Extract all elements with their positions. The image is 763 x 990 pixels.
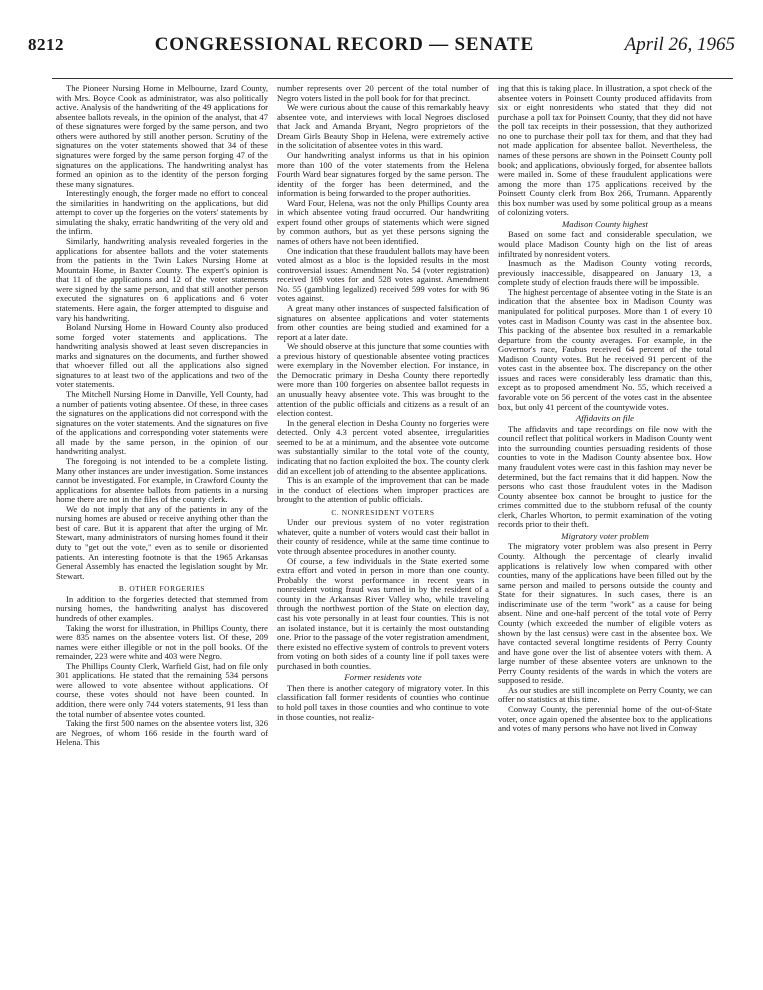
paragraph: The Phillips County Clerk, Warfield Gist, had on file only 301 applications. He stated that the remaining 534 persons were allowed to vote absentee without applications. Of course, these votes should not have been counted. In addition, there were only 744 voters statements, 91 less than the total number of absentee votes counted. xyxy=(56,660,268,719)
paragraph: Interestingly enough, the forger made no effort to conceal the similarities in handwriting on the applications, but did attempt to cover up the forgeries on the voters' statements by simulating the shaky, erratic handwriting of the very old and the infirm. xyxy=(56,188,268,237)
paragraph: We should observe at this juncture that some counties with a previous history of questionable absentee voting practices were exemplary in the November election. For instance, in the Democratic primary in Desha County there reportedly were more than 100 forgeries on absentee ballot requests in an unusually heavy absentee vote. This was brought to the attention of the public officials and citizens as a result of an election contest. xyxy=(277,341,489,419)
paragraph: Under our previous system of no voter registration whatever, quite a number of voters would cast their ballot in their county of residence, while at the same time continue to vote through absentee procedures in another county. xyxy=(277,517,489,556)
paragraph: The migratory voter problem was also present in Perry County. Although the percentage of clearly invalid applications is relatively low when compared with other counties, many of the applications have been filled out by the same person and mailed to persons outside the county and State for their signatures. In such cases, there is an indiscriminate use of the term "work" as a cause for being absent. Nine and one-half percent of the total vote of Perry County (which exceeded the number of eligible voters as shown by the last census) were cast in the absentee box. We have contacted several longtime residents of Perry County and have gone over the list of absentee voters with them. A large number of these absentee voters are unknown to the Perry County residents of the wards in which the voters are supposed to reside. xyxy=(498,541,712,686)
publication-date: April 26, 1965 xyxy=(624,34,735,55)
subheading: Madison County highest xyxy=(561,218,648,229)
paragraph: This is an example of the improvement that can be made in the conduct of elections when improper practices are brought to the attention of public officials. xyxy=(277,475,489,505)
section-heading: B. OTHER FORGERIES xyxy=(118,584,206,594)
paragraph: One indication that these fraudulent ballots may have been voted almost as a bloc is the lopsided results in the most controversial issues: Amendment No. 54 (voter registration) received 169 votes for and 528 votes against. Amendment No. 55 (gambling legalized) received 599 votes for with 96 votes against. xyxy=(277,245,489,304)
paragraph: We do not imply that any of the patients in any of the nursing homes are abused or receive anything other than the best of care. But it is apparent that after the urging of Mr. Stewart, many administrators of nursing homes found it their duty to "get out the vote," even as to senile or disoriented patients. An interesting footnote is that the 1965 Arkansas General Assembly has enacted the legislation sought by Mr. Stewart. xyxy=(56,503,268,581)
paragraph: Similarly, handwriting analysis revealed forgeries in the applications for absentee ballots and the voter statements from the patients in the Twin Lakes Nursing Home at Mountain Home, in Baxter County. The expert's opinion is that 11 of the applications and 12 of the voter statements were signed by the same person, and that still another person executed the signatures on 6 applications and 6 voter statements. Here again, the forger attempted to disguise and vary his handwriting. xyxy=(56,236,268,323)
subheading: Former residents vote xyxy=(344,672,422,683)
paragraph: In addition to the forgeries detected that stemmed from nursing homes, the handwriting analyst has discovered hundreds of other examples. xyxy=(56,593,268,623)
publication-title: CONGRESSIONAL RECORD — SENATE xyxy=(154,34,534,55)
paragraph: In the general election in Desha County no forgeries were detected. Only 4.3 percent voted absentee, irregularities seemed to be at a minimum, and the absentee vote outcome was substantially similar to the total vote of the county, indicating that no faction exploited the box. The county clerk did an excellent job of attending to the absentee applications. xyxy=(277,417,489,476)
paragraph: The affidavits and tape recordings on file now with the council reflect that political workers in Madison County went into the surrounding counties persuading residents of those counties to vote in the Madison County absentee box. How many fraudulent votes were cast in this fashion may never be determined, but the fact remains that it did happen. Now the persons who cast those fraudulent votes in the Madison County absentee box cannot be brought to justice for the crimes committed due to the stubborn refusal of the county clerk, Charles Whorton, to permit examination of the voting records prior to their theft. xyxy=(498,423,712,530)
paragraph: Taking the worst for illustration, in Phillips County, there were 835 names on the absentee voters list. Of these, 209 names were either illegible or not in the poll books. Of the remainder, 223 were white and 403 were Negro. xyxy=(56,622,268,662)
paragraph: The Mitchell Nursing Home in Danville, Yell County, had a number of patients voting absentee. Of these, in three cases the signatures on the applications did not correspond with the signatures on the voter statements. And the signatures on five of the applications and corresponding voter statements were all made by the same person, in the opinion of our handwriting analyst. xyxy=(56,389,268,457)
paragraph: Inasmuch as the Madison County voting records, previously inaccessible, disappeared on January 13, a complete study of election frauds there will be impossible. xyxy=(498,258,712,288)
paragraph: We were curious about the cause of this remarkably heavy absentee vote, and interviews with local Negroes disclosed that Jack and Amanda Bryant, Negro proprietors of the Dream Girls Beauty Shop in Helena, were extremely active in the solicitation of absentee votes in this ward. xyxy=(277,102,489,151)
paragraph: number represents over 20 percent of the total number of Negro voters listed in the poll book for for that precinct. xyxy=(277,84,489,103)
paragraph: The Pioneer Nursing Home in Melbourne, Izard County, with Mrs. Boyce Cook as administrator, was also politically active. Analysis of the handwriting of the 49 applications for absentee ballots reveals, in the opinion of the analyst, that 47 of these signatures were forged by the same person, and two others were authored by still another person. Scrutiny of the signatures on the voter statements showed that 34 of these signatures were forged by the same person forging 47 of the signatures on the applications. The handwriting analyst has formed an opinion as to the identity of the person forging these many signatures. xyxy=(56,84,268,189)
page-header xyxy=(28,6,735,84)
paragraph: Based on some fact and considerable speculation, we would place Madison County high on the list of areas infiltrated by nonresident voters. xyxy=(498,229,712,259)
paragraph: Taking the first 500 names on the absentee voters list, 326 are Negroes, of whom 166 reside in the fourth ward of Helena. This xyxy=(56,718,268,748)
subheading: Affidavits on file xyxy=(575,413,635,424)
paragraph: Then there is another category of migratory voter. In this classification fall former residents of counties who continue to hold poll taxes in those counties and who continue to vote in those counties, not realiz- xyxy=(277,682,489,722)
paragraph: Of course, a few individuals in the State exerted some extra effort and voted in person in more than one county. Probably the worst performance in recent years in nonresident voting fraud was turned in by the resident of a county in the Arkansas River Valley who, while traveling through the northwest portion of the State on election day, cast his vote personally in at least four counties. This is not an isolated instance, but it is certainly the most outstanding one. Prior to the passage of the voter registration amendment, there existed no effective system of controls to prevent voters from voting on both sides of a county line if poll taxes were purchased in both counties. xyxy=(277,555,489,671)
paragraph: A great many other instances of suspected falsification of signatures on absentee applications and voter statements from other counties are being studied and examined for a report at a later date. xyxy=(277,302,489,342)
header-rule xyxy=(52,78,733,79)
section-heading: C. NONRESIDENT VOTERS xyxy=(331,507,435,517)
paragraph: The highest percentage of absentee voting in the State is an indication that the absentee box in Madison County was manipulated for political purposes. More than 1 of every 10 votes cast in Madison County was cast in the absentee box. This packing of the absentee box resulted in a remarkable departure from the county averages. For example, in the Governor's race, Faubus received 64 percent of the total Madison County votes. But he received 91 percent of the votes cast in the absentee box. The discrepancy on the other issues and races were considerably less dramatic than this, except as to proposed amendment No. 55, which received a favorable vote on 56 percent of the votes cast in the absentee box, but only 41 percent of the countywide votes. xyxy=(498,286,712,412)
paragraph: ing that this is taking place. In illustration, a spot check of the absentee voters in Poinsett County produced affidavits from six or eight nonresidents who stated that they did not purchase a poll tax for Poinsett County, that they did not have the poll tax receipts in their possession, that they authorized no one to purchase their poll tax for them, and that they had not made application for absentee ballot. Nevertheless, the names of these persons are shown in the Poinsett County poll book; and applications, obviously forged, for absentee ballots were mailed in. Some of these fraudulent applications were among the more than 175 applications received by the Poinsett County clerk from Box 266, Trumann. Apparently this box number was used by some political group as a means of colonizing voters. xyxy=(498,84,712,218)
column-1 xyxy=(56,84,268,976)
paragraph: Ward Four, Helena, was not the only Phillips County area in which absentee voting fraud occurred. Our handwriting expert found other groups of statements which were signed by common authors, but as yet these persons signing the names of others have not been identified. xyxy=(277,197,489,246)
paragraph: The foregoing is not intended to be a complete listing. Many other instances are under investigation. Some instances cannot be investigated. For example, in Crawford County the applications for absentee ballots from patients in a nursing home there are not in the files of the county clerk. xyxy=(56,455,268,505)
subheading: Migratory voter problem xyxy=(561,530,649,541)
column-3 xyxy=(498,84,712,976)
paragraph: Boland Nursing Home in Howard County also produced some forged voter statements and applications. The handwriting analysis showed at least seven discrepancies in marks and signatures on the documents, and further showed that whoever filled out all the applications also signed signatures to at least two of the applications and two of the voter statements. xyxy=(56,322,268,390)
paragraph: Conway County, the perennial home of the out-of-State voter, once again opened the absentee box to the applications and votes of many persons who have not lived in Conway xyxy=(498,704,712,734)
paragraph: Our handwriting analyst informs us that in his opinion more than 100 of the voter statements from the Helena Fourth Ward bear signatures forged by the same person. The identity of the forger has been determined, and the information is being forwarded to the proper authorities. xyxy=(277,149,489,199)
paragraph: As our studies are still incomplete on Perry County, we can offer no statistics at this time. xyxy=(498,684,712,705)
column-2 xyxy=(277,84,489,976)
page-number: 8212 xyxy=(28,35,64,54)
